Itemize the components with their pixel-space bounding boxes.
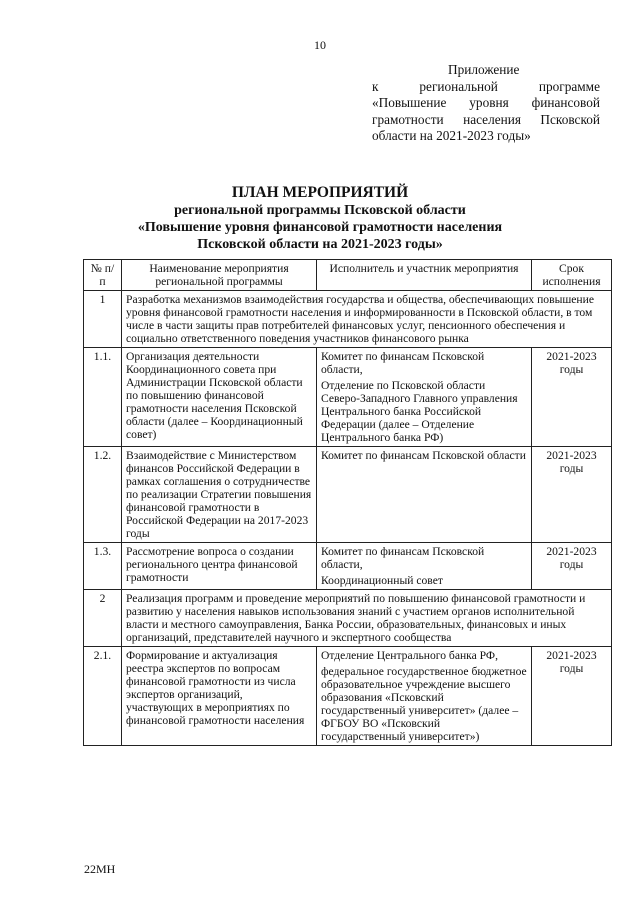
item-executor — [317, 543, 532, 590]
table-header-row — [84, 260, 612, 291]
appendix-header — [372, 62, 600, 145]
item-executor-1: Комитет по финансам Псковской области, — [321, 545, 485, 571]
item-number: 1.2. — [84, 447, 122, 543]
item-executor-1: Комитет по финансам Псковской области, — [321, 350, 485, 376]
table-row-section-1 — [84, 291, 612, 348]
table-row-section-2 — [84, 590, 612, 647]
item-executor-1: Отделение Центрального банка РФ, — [321, 649, 498, 662]
header-name: Наименование мероприятия региональной программы — [122, 260, 317, 291]
item-executor-2: Отделение по Псковской области Северо-Западного Главного управления Центрального банка Российской Федерации (далее – Отделение Центрального банка РФ) — [321, 379, 518, 444]
item-executor-2: Координационный совет — [321, 574, 443, 587]
table-row-2-1 — [84, 647, 612, 746]
header-executor: Исполнитель и участник мероприятия — [317, 260, 532, 291]
plan-title: ПЛАН МЕРОПРИЯТИЙ — [231, 184, 409, 201]
item-executor-1: Комитет по финансам Псковской области — [321, 449, 526, 462]
section-number: 1 — [84, 291, 122, 348]
header-num: № п/п — [84, 260, 122, 291]
item-name: Формирование и актуализация реестра экспертов по вопросам финансовой грамотности из числа экспертов организаций, участвующих в мероприятиях по финансовой грамотности населения — [122, 647, 317, 746]
item-executor — [317, 447, 532, 543]
item-number: 1.3. — [84, 543, 122, 590]
page-number: 10 — [314, 38, 326, 52]
appendix-title: Приложение — [448, 62, 520, 77]
item-executor-2: федеральное государственное бюджетное образовательное учреждение высшего образования «Псковский государственный университет» (далее – ФГБОУ ВО «Псковский государственный университет») — [321, 665, 527, 743]
item-number: 1.1. — [84, 348, 122, 447]
plan-subtitle-1: региональной программы Псковской области — [174, 203, 466, 218]
appendix-line-3: «Повышение уровня финансовой — [372, 95, 600, 110]
section-number: 2 — [84, 590, 122, 647]
item-name: Рассмотрение вопроса о создании регионального центра финансовой грамотности — [122, 543, 317, 590]
item-name: Взаимодействие с Министерством финансов Российской Федерации в рамках соглашения о сотрудничестве по реализации Стратегии повышения финансовой грамотности в Российской Федерации на 2017-2023 годы — [122, 447, 317, 543]
table-row-1-3 — [84, 543, 612, 590]
item-term: 2021-2023 годы — [532, 348, 612, 447]
item-number: 2.1. — [84, 647, 122, 746]
table-row-1-1 — [84, 348, 612, 447]
plan-subtitle-2: «Повышение уровня финансовой грамотности населения — [137, 220, 503, 235]
item-term: 2021-2023 годы — [532, 447, 612, 543]
item-executor — [317, 348, 532, 447]
item-term: 2021-2023 годы — [532, 543, 612, 590]
section-text: Реализация программ и проведение мероприятий по повышению финансовой грамотности и развитию у населения навыков использования знаний с участием органов исполнительной власти и местного самоуправления, Банка России, образовательных, финансовых и иных организаций, представителей научного и экспертного сообщества — [122, 590, 612, 647]
appendix-line-2: к региональной программе — [372, 78, 600, 94]
plan-table — [83, 259, 612, 746]
table-row-1-2 — [84, 447, 612, 543]
item-executor — [317, 647, 532, 746]
header-term: Срок исполнения — [532, 260, 612, 291]
plan-title-block — [0, 183, 640, 253]
section-text: Разработка механизмов взаимодействия государства и общества, обеспечивающих повышение уровня финансовой грамотности населения и информированности в Псковской области, в том числе в части защиты прав потребителей финансовых услуг, пенсионного обеспечения и социально ответственного поведения участников финансового рынка — [122, 291, 612, 348]
item-name: Организация деятельности Координационного совета при Администрации Псковской области по повышению финансовой грамотности населения Псковской области (далее – Координационный совет) — [122, 348, 317, 447]
plan-subtitle-3: Псковской области на 2021-2023 годы» — [197, 237, 443, 252]
item-term: 2021-2023 годы — [532, 647, 612, 746]
appendix-line-4: грамотности населения Псковской — [372, 111, 600, 127]
footer-code: 22МН — [84, 862, 116, 876]
appendix-line-5: области на 2021-2023 годы» — [372, 128, 531, 143]
